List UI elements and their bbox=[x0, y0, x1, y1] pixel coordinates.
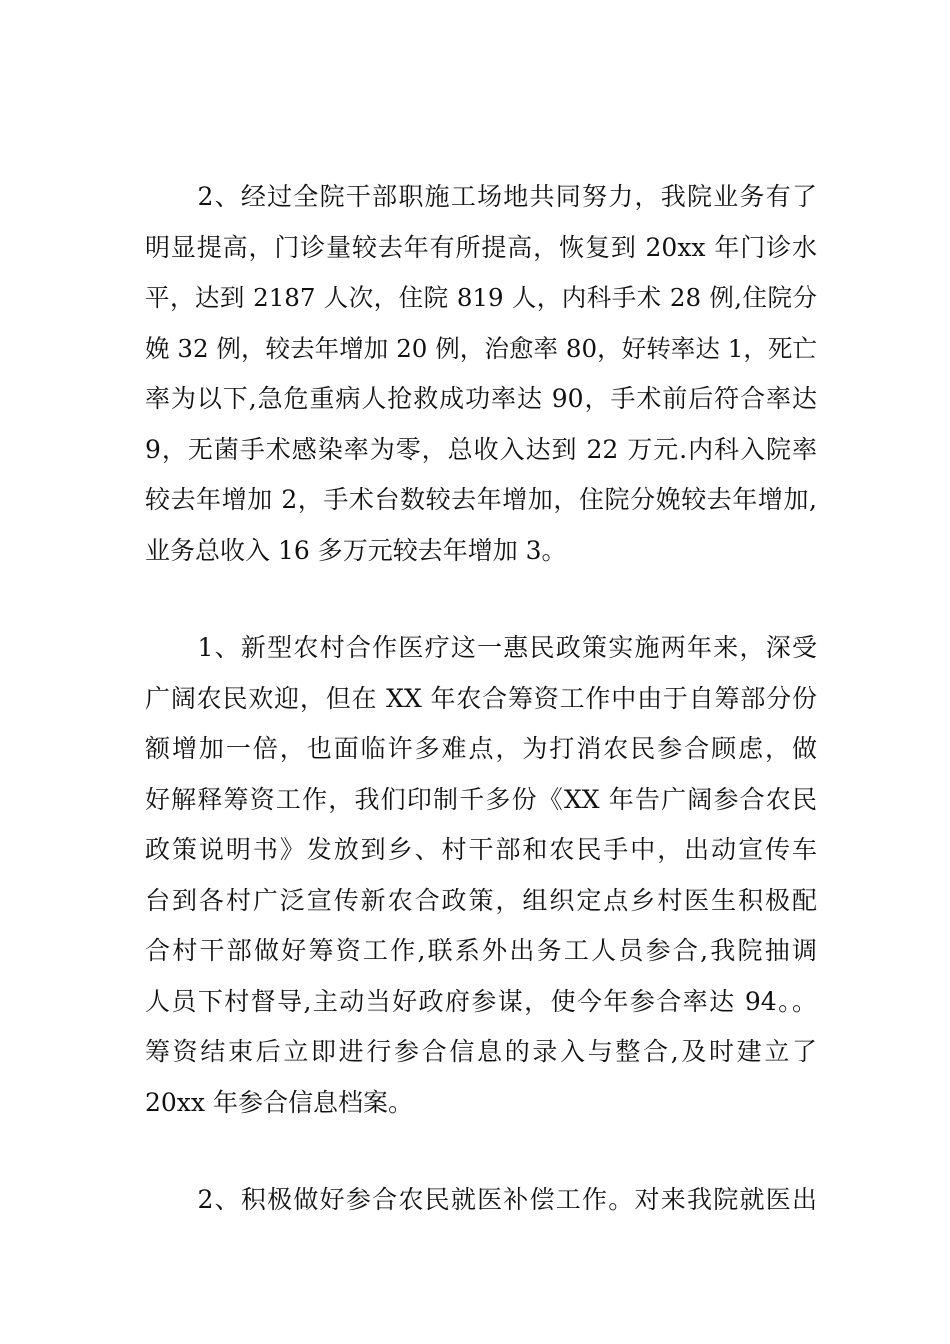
text-line: 广阔农民欢迎，但在 XX 年农合筹资工作中由于自筹部分份 bbox=[145, 683, 817, 713]
text-line: 2、积极做好参合农民就医补偿工作。对来我院就医出 bbox=[145, 1185, 817, 1214]
text-line: 好解释筹资工作，我们印制千多份《XX 年告广阔参合农民 bbox=[145, 784, 817, 814]
text-line: 筹资结束后立即进行参合信息的录入与整合,及时建立了 bbox=[145, 1037, 817, 1066]
text-line: 率为以下,急危重病人抢救成功率达 90，手术前后符合率达 bbox=[145, 384, 817, 413]
text-line: 2、经过全院干部职施工场地共同努力，我院业务有了 bbox=[145, 182, 817, 211]
text-line: 额增加一倍，也面临许多难点，为打消农民参合顾虑，做 bbox=[145, 734, 817, 763]
text-line: 20xx 年参合信息档案。 bbox=[145, 1087, 413, 1117]
text-line: 合村干部做好筹资工作,联系外出务工人员参合,我院抽调 bbox=[145, 936, 817, 965]
paragraph-1 bbox=[145, 172, 817, 576]
text-line: 娩 32 例，较去年增加 20 例，治愈率 80，好转率达 1，死亡 bbox=[145, 333, 817, 363]
text-line: 业务总收入 16 多万元较去年增加 3。 bbox=[145, 535, 567, 565]
text-line: 较去年增加 2，手术台数较去年增加，住院分娩较去年增加, bbox=[145, 485, 817, 514]
text-line: 平，达到 2187 人次，住院 819 人，内科手术 28 例,住院分 bbox=[145, 283, 817, 312]
paragraph-2 bbox=[145, 623, 817, 1128]
text-line: 9，无菌手术感染率为零，总收入达到 22 万元.内科入院率 bbox=[145, 434, 817, 464]
text-line: 政策说明书》发放到乡、村干部和农民手中，出动宣传车 bbox=[145, 835, 817, 864]
text-line: 人员下村督导,主动当好政府参谋，使今年参合率达 94。。 bbox=[145, 986, 817, 1016]
text-line: 台到各村广泛宣传新农合政策，组织定点乡村医生积极配 bbox=[145, 885, 817, 915]
text-line: 1、新型农村合作医疗这一惠民政策实施两年来，深受 bbox=[145, 633, 817, 662]
paragraph-3 bbox=[145, 1175, 817, 1226]
text-line: 明显提高，门诊量较去年有所提高，恢复到 20xx 年门诊水 bbox=[145, 232, 817, 262]
